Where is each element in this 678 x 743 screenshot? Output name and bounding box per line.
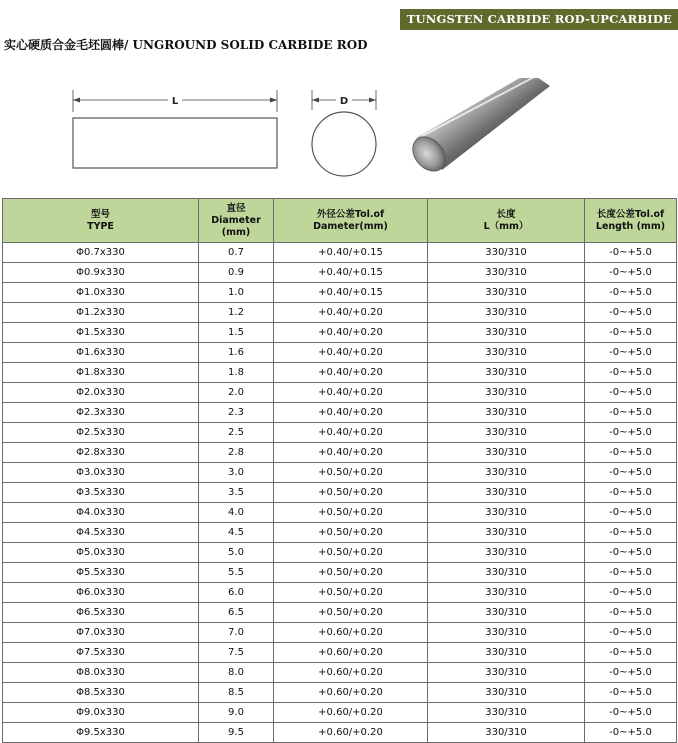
cell-length: 330/310 — [428, 703, 585, 723]
table-row — [3, 403, 677, 423]
cell-diameter: 0.7 — [199, 243, 274, 263]
cell-diameter-tolerance: +0.60/+0.20 — [274, 703, 428, 723]
cell-length: 330/310 — [428, 383, 585, 403]
cell-type: Φ2.3x330 — [3, 403, 199, 423]
cell-type: Φ8.0x330 — [3, 663, 199, 683]
cell-type: Φ1.6x330 — [3, 343, 199, 363]
cell-length-tolerance: -0~+5.0 — [585, 663, 677, 683]
cell-type: Φ2.5x330 — [3, 423, 199, 443]
cell-diameter-tolerance: +0.40/+0.20 — [274, 363, 428, 383]
cell-type: Φ0.9x330 — [3, 263, 199, 283]
cell-length: 330/310 — [428, 343, 585, 363]
table-row — [3, 263, 677, 283]
table-row — [3, 623, 677, 643]
cell-diameter: 1.2 — [199, 303, 274, 323]
cell-diameter: 1.8 — [199, 363, 274, 383]
rod-side-view-diagram — [70, 90, 285, 180]
cell-length: 330/310 — [428, 543, 585, 563]
cell-length: 330/310 — [428, 463, 585, 483]
cell-diameter: 2.0 — [199, 383, 274, 403]
cell-diameter-tolerance: +0.40/+0.20 — [274, 343, 428, 363]
cell-length: 330/310 — [428, 603, 585, 623]
cell-length: 330/310 — [428, 723, 585, 743]
table-row — [3, 383, 677, 403]
cell-length-tolerance: -0~+5.0 — [585, 603, 677, 623]
cell-diameter: 5.0 — [199, 543, 274, 563]
cell-length: 330/310 — [428, 583, 585, 603]
cell-diameter-tolerance: +0.50/+0.20 — [274, 503, 428, 523]
table-row — [3, 563, 677, 583]
cell-length-tolerance: -0~+5.0 — [585, 523, 677, 543]
cell-type: Φ2.0x330 — [3, 383, 199, 403]
cell-diameter: 2.5 — [199, 423, 274, 443]
cell-type: Φ8.5x330 — [3, 683, 199, 703]
cell-length: 330/310 — [428, 403, 585, 423]
table-row — [3, 583, 677, 603]
cell-diameter-tolerance: +0.40/+0.15 — [274, 243, 428, 263]
table-row — [3, 723, 677, 743]
header-length-tolerance: 长度公差Tol.of Length (mm) — [585, 199, 677, 243]
cell-length: 330/310 — [428, 523, 585, 543]
cell-diameter: 2.8 — [199, 443, 274, 463]
cell-diameter: 8.0 — [199, 663, 274, 683]
cell-length-tolerance: -0~+5.0 — [585, 263, 677, 283]
cell-type: Φ9.0x330 — [3, 703, 199, 723]
cell-diameter: 1.6 — [199, 343, 274, 363]
length-label: L — [171, 96, 179, 107]
cell-length-tolerance: -0~+5.0 — [585, 383, 677, 403]
diameter-label: D — [339, 96, 349, 107]
cell-type: Φ0.7x330 — [3, 243, 199, 263]
table-row — [3, 243, 677, 263]
table-row — [3, 343, 677, 363]
cell-type: Φ2.8x330 — [3, 443, 199, 463]
spec-table — [2, 198, 677, 743]
cell-diameter: 7.5 — [199, 643, 274, 663]
cell-length: 330/310 — [428, 563, 585, 583]
cell-length: 330/310 — [428, 363, 585, 383]
header-type: 型号 TYPE — [3, 199, 199, 243]
cell-length: 330/310 — [428, 503, 585, 523]
cell-diameter: 3.5 — [199, 483, 274, 503]
cell-length-tolerance: -0~+5.0 — [585, 583, 677, 603]
cell-diameter-tolerance: +0.40/+0.15 — [274, 263, 428, 283]
table-row — [3, 443, 677, 463]
cell-length-tolerance: -0~+5.0 — [585, 683, 677, 703]
cell-length-tolerance: -0~+5.0 — [585, 543, 677, 563]
cell-length: 330/310 — [428, 483, 585, 503]
table-row — [3, 663, 677, 683]
cell-diameter: 8.5 — [199, 683, 274, 703]
cell-length-tolerance: -0~+5.0 — [585, 243, 677, 263]
cell-length: 330/310 — [428, 643, 585, 663]
cell-diameter: 4.0 — [199, 503, 274, 523]
cell-length-tolerance: -0~+5.0 — [585, 343, 677, 363]
header-length: 长度 L（mm） — [428, 199, 585, 243]
cell-diameter-tolerance: +0.40/+0.20 — [274, 303, 428, 323]
cell-type: Φ4.0x330 — [3, 503, 199, 523]
cell-diameter: 1.0 — [199, 283, 274, 303]
table-row — [3, 283, 677, 303]
cell-length: 330/310 — [428, 423, 585, 443]
table-row — [3, 483, 677, 503]
cell-length: 330/310 — [428, 243, 585, 263]
cell-diameter-tolerance: +0.40/+0.20 — [274, 403, 428, 423]
cell-diameter: 6.0 — [199, 583, 274, 603]
cell-diameter-tolerance: +0.60/+0.20 — [274, 623, 428, 643]
cell-length-tolerance: -0~+5.0 — [585, 303, 677, 323]
cell-diameter-tolerance: +0.50/+0.20 — [274, 583, 428, 603]
cell-type: Φ9.5x330 — [3, 723, 199, 743]
cell-diameter: 0.9 — [199, 263, 274, 283]
cell-type: Φ1.8x330 — [3, 363, 199, 383]
cell-length: 330/310 — [428, 303, 585, 323]
cell-type: Φ1.2x330 — [3, 303, 199, 323]
table-row — [3, 503, 677, 523]
cell-diameter: 7.0 — [199, 623, 274, 643]
cell-diameter-tolerance: +0.60/+0.20 — [274, 643, 428, 663]
table-row — [3, 703, 677, 723]
cell-diameter-tolerance: +0.50/+0.20 — [274, 603, 428, 623]
rod-figures — [0, 78, 678, 188]
cell-length-tolerance: -0~+5.0 — [585, 403, 677, 423]
cell-diameter: 5.5 — [199, 563, 274, 583]
cell-diameter-tolerance: +0.40/+0.20 — [274, 323, 428, 343]
cell-diameter: 1.5 — [199, 323, 274, 343]
cell-type: Φ1.5x330 — [3, 323, 199, 343]
cell-length: 330/310 — [428, 443, 585, 463]
table-row — [3, 523, 677, 543]
cell-length-tolerance: -0~+5.0 — [585, 643, 677, 663]
cell-diameter: 3.0 — [199, 463, 274, 483]
cell-length: 330/310 — [428, 323, 585, 343]
cell-length: 330/310 — [428, 663, 585, 683]
cell-length: 330/310 — [428, 283, 585, 303]
cell-type: Φ3.0x330 — [3, 463, 199, 483]
cell-diameter-tolerance: +0.60/+0.20 — [274, 683, 428, 703]
cell-diameter-tolerance: +0.40/+0.20 — [274, 423, 428, 443]
header-diameter: 直径 Diameter (mm) — [199, 199, 274, 243]
page-title: 实心硬质合金毛坯圆棒/ UNGROUND SOLID CARBIDE ROD — [4, 38, 368, 52]
cell-length: 330/310 — [428, 623, 585, 643]
table-body — [3, 243, 677, 743]
cell-type: Φ7.0x330 — [3, 623, 199, 643]
cell-diameter-tolerance: +0.50/+0.20 — [274, 483, 428, 503]
table-row — [3, 363, 677, 383]
cell-length-tolerance: -0~+5.0 — [585, 423, 677, 443]
cell-diameter-tolerance: +0.50/+0.20 — [274, 543, 428, 563]
cell-diameter-tolerance: +0.40/+0.20 — [274, 383, 428, 403]
cell-diameter: 6.5 — [199, 603, 274, 623]
cell-length: 330/310 — [428, 683, 585, 703]
cell-length-tolerance: -0~+5.0 — [585, 443, 677, 463]
cell-diameter-tolerance: +0.50/+0.20 — [274, 463, 428, 483]
cell-length-tolerance: -0~+5.0 — [585, 623, 677, 643]
cell-diameter-tolerance: +0.40/+0.15 — [274, 283, 428, 303]
cell-length-tolerance: -0~+5.0 — [585, 283, 677, 303]
brand-banner: TUNGSTEN CARBIDE ROD-UPCARBIDE — [400, 9, 678, 30]
table-header-row — [3, 199, 677, 243]
cell-length-tolerance: -0~+5.0 — [585, 363, 677, 383]
cell-type: Φ3.5x330 — [3, 483, 199, 503]
cell-type: Φ6.0x330 — [3, 583, 199, 603]
rod-end-view-diagram — [305, 90, 385, 180]
table-row — [3, 463, 677, 483]
table-row — [3, 423, 677, 443]
cell-length-tolerance: -0~+5.0 — [585, 563, 677, 583]
cell-diameter-tolerance: +0.50/+0.20 — [274, 563, 428, 583]
header-diameter-tolerance: 外径公差Tol.of Dameter(mm) — [274, 199, 428, 243]
table-row — [3, 323, 677, 343]
table-row — [3, 683, 677, 703]
cell-type: Φ1.0x330 — [3, 283, 199, 303]
cell-type: Φ4.5x330 — [3, 523, 199, 543]
cell-diameter: 9.0 — [199, 703, 274, 723]
carbide-rod-image — [412, 78, 552, 188]
cell-length-tolerance: -0~+5.0 — [585, 323, 677, 343]
cell-length-tolerance: -0~+5.0 — [585, 503, 677, 523]
table-row — [3, 603, 677, 623]
cell-type: Φ5.5x330 — [3, 563, 199, 583]
cell-type: Φ5.0x330 — [3, 543, 199, 563]
cell-diameter: 9.5 — [199, 723, 274, 743]
cell-length-tolerance: -0~+5.0 — [585, 723, 677, 743]
cell-diameter: 2.3 — [199, 403, 274, 423]
cell-length-tolerance: -0~+5.0 — [585, 463, 677, 483]
cell-type: Φ7.5x330 — [3, 643, 199, 663]
cell-diameter-tolerance: +0.60/+0.20 — [274, 723, 428, 743]
cell-diameter-tolerance: +0.40/+0.20 — [274, 443, 428, 463]
cell-type: Φ6.5x330 — [3, 603, 199, 623]
cell-length-tolerance: -0~+5.0 — [585, 703, 677, 723]
cell-diameter: 4.5 — [199, 523, 274, 543]
table-row — [3, 643, 677, 663]
table-row — [3, 303, 677, 323]
table-row — [3, 543, 677, 563]
cell-diameter-tolerance: +0.50/+0.20 — [274, 523, 428, 543]
cell-length: 330/310 — [428, 263, 585, 283]
cell-diameter-tolerance: +0.60/+0.20 — [274, 663, 428, 683]
cell-length-tolerance: -0~+5.0 — [585, 483, 677, 503]
